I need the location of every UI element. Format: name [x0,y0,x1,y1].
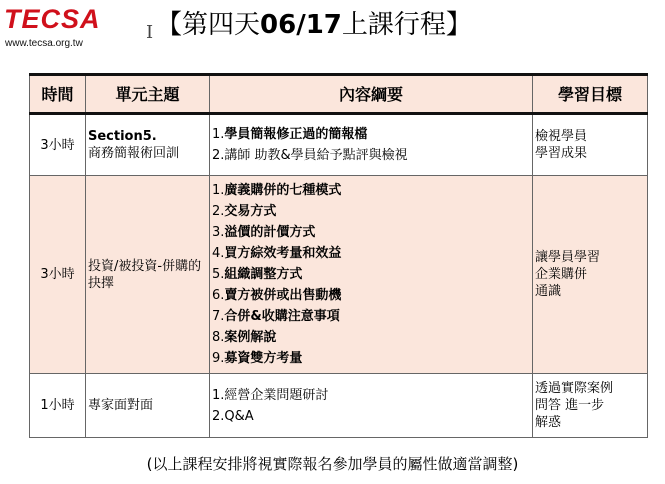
row-goal [533,176,648,374]
list-item: 5.組織調整方式 [212,267,303,282]
list-item: 2.講師 助教&學員給予點評與檢視 [212,148,408,163]
goal-line: 解惑 [535,415,562,430]
title-open: 【第四天 [156,10,261,40]
row-goal [533,114,648,176]
row-time: 3小時 [30,114,86,176]
row-outline [210,114,533,176]
list-item: 1.學員簡報修正過的簡報檔 [212,127,368,142]
list-item: 3.溢價的計價方式 [212,225,316,240]
title-rest: 上課行程】 [341,10,472,40]
goal-line: 企業購併 [535,267,588,282]
list-item: 6.賣方被併或出售動機 [212,288,342,303]
row-topic-text: 商務簡報術回訓 [88,146,180,161]
header-topic: 單元主題 [86,75,210,114]
goal-line: 讓學員學習 [535,250,601,265]
row-topic-section: Section5. [88,129,157,144]
goal-line: 通識 [535,284,562,299]
row-topic [86,114,210,176]
text-cursor-icon: I [146,22,154,43]
list-item: 1.經營企業問題研討 [212,387,329,403]
goal-line: 學習成果 [535,146,588,161]
tecsa-logo [4,4,104,50]
list-item: 8.案例解說 [212,330,277,345]
logo-url: www.tecsa.org.tw [5,38,83,49]
goal-line: 檢視學員 [535,129,588,144]
page-title [156,4,472,41]
row-topic: 專家面對面 [86,374,210,438]
row-outline [210,374,533,438]
table-header-row [30,75,648,114]
table-row [30,374,648,438]
list-item: 1.廣義購併的七種模式 [212,183,342,198]
list-item: 9.募資雙方考量 [212,351,303,366]
row-time: 1小時 [30,374,86,438]
list-item: 4.買方綜效考量和效益 [212,246,342,261]
list-item: 2.交易方式 [212,204,277,219]
row-outline [210,176,533,374]
table-row [30,114,648,176]
header-goal: 學習目標 [533,75,648,114]
row-goal [533,374,648,438]
header-time: 時間 [30,75,86,114]
list-item: 2.Q&A [212,408,254,424]
table-row [30,176,648,374]
logo-wordmark: TECSA [4,4,101,34]
goal-line: 問答 進一步 [535,398,605,413]
header-outline: 內容綱要 [210,75,533,114]
goal-line: 透過實際案例 [535,381,614,396]
footer-note: (以上課程安排將視實際報名參加學員的屬性做適當調整) [146,455,519,473]
schedule-table [29,73,648,438]
list-item: 7.合併&收購注意事項 [212,309,340,324]
row-time: 3小時 [30,176,86,374]
row-topic: 投資/被投資-併購的抉擇 [86,176,210,374]
title-date: 06/17 [260,10,342,40]
